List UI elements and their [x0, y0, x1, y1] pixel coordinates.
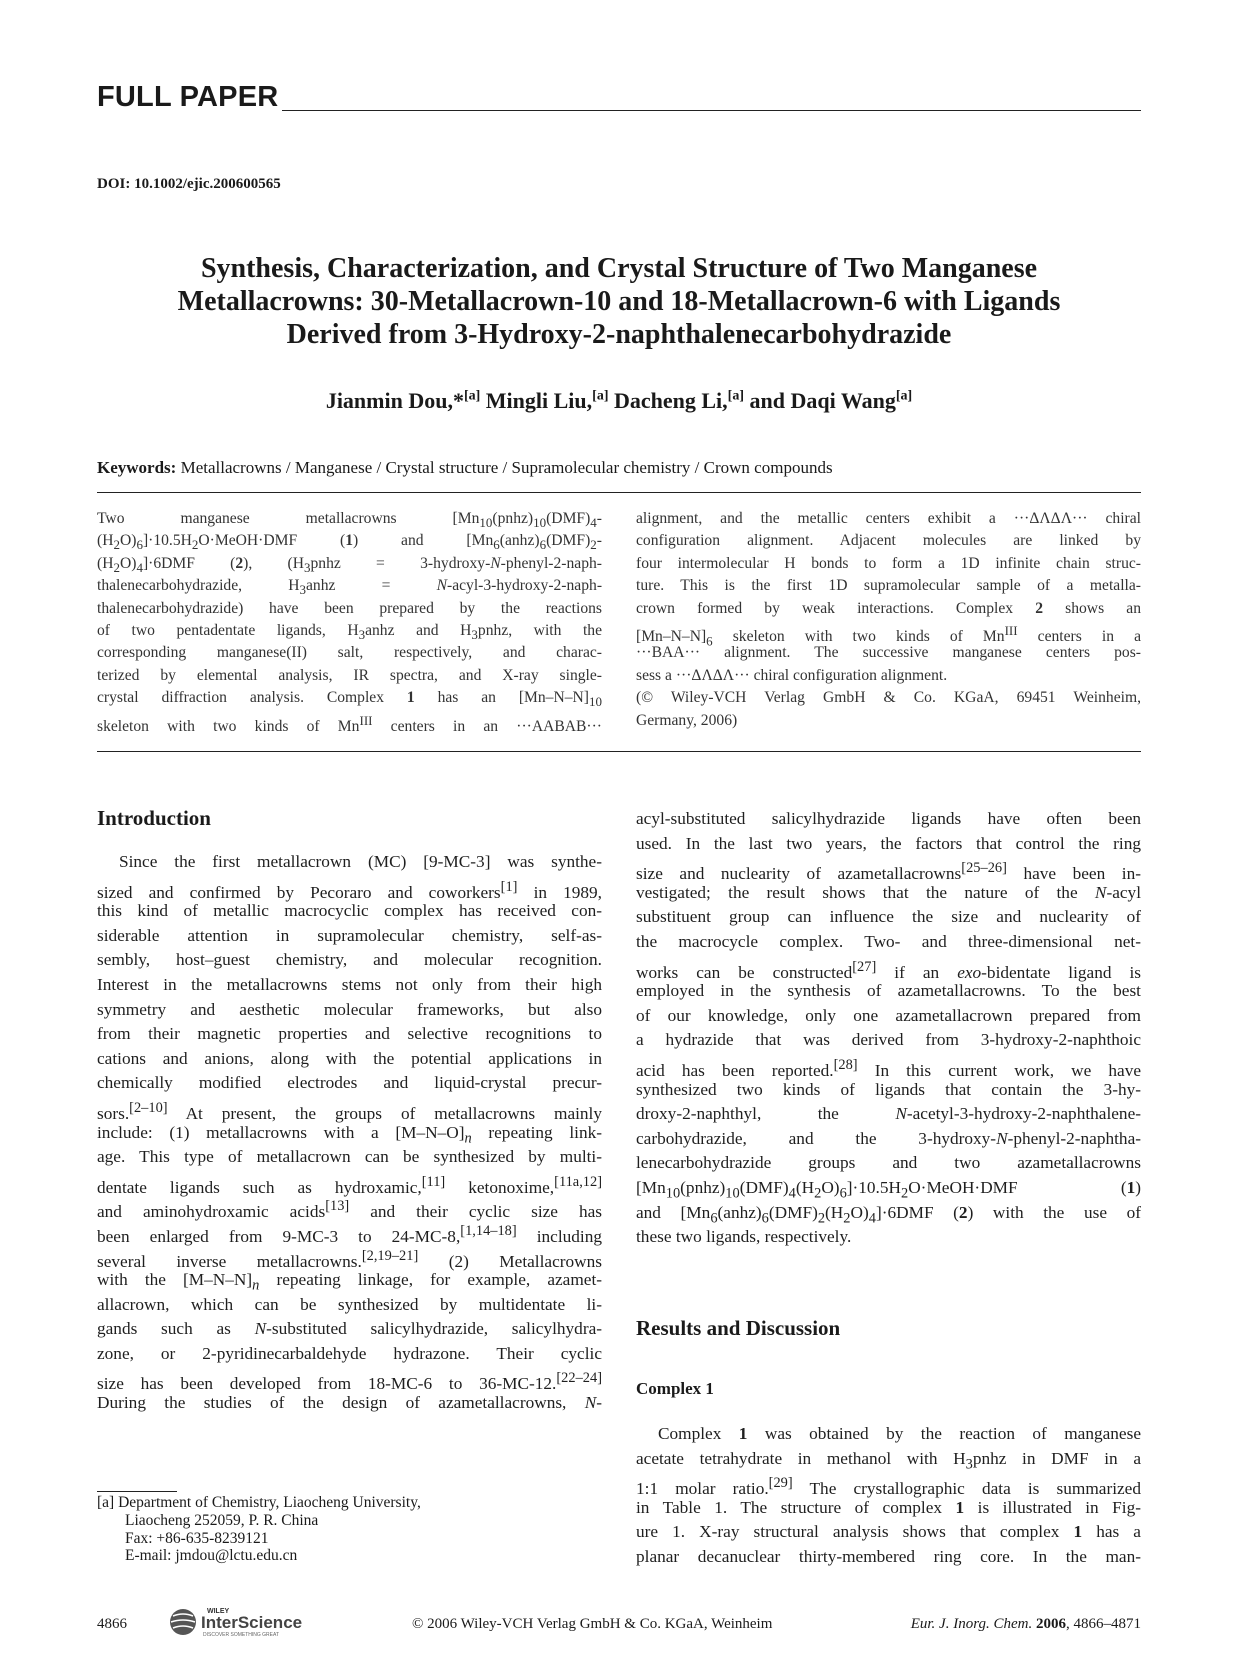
- body-line: this kind of metallic macrocyclic complex has received con-: [97, 901, 602, 921]
- body-line: acetate tetrahydrate in methanol with $H_3pnhz$ in DMF in a: [636, 1448, 1141, 1473]
- abstract-column-left: [97, 508, 603, 735]
- body-line: size has been developed from 18-MC-6 to 36-MC-12.[22–24]: [97, 1370, 602, 1394]
- body-line: substituent group can influence the size and nuclearity of: [636, 907, 1141, 927]
- body-line: vestigated; the result shows that the nature of the N-acyl: [636, 882, 1141, 902]
- abstract-line: sess a ···ΔΛΔΛ··· chiral configuration alignment.: [636, 666, 948, 684]
- body-line: been enlarged from 9-MC-3 to 24-MC-8,[1,14–18] including: [97, 1222, 602, 1246]
- journal-name: Eur. J. Inorg. Chem.: [910, 1616, 1033, 1632]
- logo-main-text: InterScience: [201, 1613, 303, 1632]
- keywords-text: Metallacrowns / Manganese / Crystal structure / Supramolecular chemistry / Crown compounds: [180, 458, 833, 477]
- footnote-line: E-mail: jmdou@lctu.edu.cn: [125, 1547, 298, 1565]
- affiliation-footnote: [97, 1494, 421, 1565]
- body-line: a hydrazide that was derived from 3-hydroxy-2-naphthoic: [636, 1030, 1141, 1050]
- abstract-line: Germany, 2006): [636, 711, 738, 729]
- doi: DOI: 10.1002/ejic.200600565: [97, 176, 281, 192]
- abstract-line: of two pentadentate ligands, $H_3anhz$ and $H_3pnhz$, with the: [97, 621, 603, 643]
- body-line: carbohydrazide, and the 3-hydroxy-N-phenyl-2-naphtha-: [636, 1128, 1141, 1148]
- title-line: Synthesis, Characterization, and Crystal Structure of Two Manganese: [200, 253, 1038, 284]
- subsection-heading-complex1: Complex 1: [636, 1379, 714, 1398]
- page-header: [97, 80, 1141, 114]
- abstract-line: configuration alignment. Adjacent molecules are linked by: [636, 532, 1141, 550]
- body-line: droxy-2-naphthyl, the N-acetyl-3-hydroxy-2-naphthalene-: [636, 1104, 1141, 1124]
- keywords-rule: [97, 492, 1141, 493]
- abstract-line: (© Wiley-VCH Verlag GmbH & Co. KGaA, 69451 Weinheim,: [636, 689, 1141, 707]
- body-line: During the studies of the design of azametallacrowns, N-: [97, 1393, 602, 1413]
- affiliation-mark: [a]: [463, 388, 481, 404]
- body-line: sembly, host–guest chemistry, and molecular recognition.: [97, 950, 602, 970]
- body-line: sized and confirmed by Pecoraro and coworkers[1] in 1989,: [97, 878, 602, 902]
- title-line: Metallacrowns: 30-Metallacrown-10 and 18-Metallacrown-6 with Ligands: [177, 286, 1061, 317]
- title-line: Derived from 3-Hydroxy-2-naphthalenecarbohydrazide: [286, 319, 952, 350]
- paper-title: [97, 252, 1141, 351]
- body-line: in Table 1. The structure of complex 1 is illustrated in Fig-: [636, 1497, 1141, 1517]
- introduction-column-right: [636, 807, 1141, 1250]
- body-line: age. This type of metallacrown can be synthesized by multi-: [97, 1147, 602, 1167]
- abstract-line: crystal diffraction analysis. Complex 1 has an $[Mn-N-N]_{10}$: [97, 689, 602, 710]
- author: Mingli Liu,: [485, 388, 593, 413]
- author-list: [97, 388, 1141, 414]
- body-line: Interest in the metallacrowns stems not only from their high: [97, 974, 602, 994]
- body-line: planar decanuclear thirty-membered ring core. In the man-: [636, 1546, 1141, 1566]
- body-line: Complex 1 was obtained by the reaction of manganese: [658, 1424, 1141, 1443]
- body-line: sors.[2–10] At present, the groups of metallacrowns mainly: [97, 1099, 602, 1123]
- body-line: siderable attention in supramolecular chemistry, self-as-: [97, 925, 602, 945]
- author: Jianmin Dou,*: [325, 388, 464, 413]
- author: Dacheng Li,: [613, 388, 728, 413]
- body-line: allacrown, which can be synthesized by multidentate li-: [97, 1294, 602, 1314]
- abstract-line: thalenecarbohydrazide) have been prepared by the reactions: [97, 599, 602, 617]
- body-line: ure 1. X-ray structural analysis shows that complex 1 has a: [636, 1522, 1141, 1542]
- footnote-line: [a] Department of Chemistry, Liaocheng University,: [97, 1494, 421, 1511]
- abstract-line: $[Mn-N-N]_6$ skeleton with two kinds of $Mn^{III}$ centers in a: [636, 622, 1141, 649]
- journal-citation: [911, 1616, 1141, 1633]
- complex1-paragraph: [636, 1422, 1141, 1570]
- body-line: employed in the synthesis of azametallacrowns. To the best: [636, 981, 1141, 1001]
- body-line: acid has been reported.[28] In this current work, we have: [636, 1056, 1142, 1080]
- body-line: of our knowledge, only one azametallacrown prepared from: [636, 1005, 1141, 1025]
- body-line: these two ligands, respectively.: [636, 1227, 852, 1247]
- body-line: with the $[M-N-N]_n$ repeating linkage, for example, azamet-: [97, 1270, 603, 1294]
- body-line: $[Mn_{10}(pnhz)_{10}(DMF)_4(H_2O)_6]\cdot 10.5H_2O\cdot MeOH\cdot DMF$ (1): [636, 1177, 1141, 1202]
- keywords: [97, 458, 833, 478]
- abstract-line: Two manganese metallacrowns [$Mn_{10}(pnhz)_{10}(DMF)_4-$: [97, 510, 602, 531]
- footnote-rule: [97, 1491, 177, 1492]
- body-line: and aminohydroxamic acids[13] and their cyclic size has: [97, 1198, 602, 1222]
- body-line: several inverse metallacrowns.[2,19–21] (2) Metallacrowns: [97, 1247, 602, 1271]
- body-line: size and nuclearity of azametallacrowns[25–26] have been in-: [636, 860, 1141, 883]
- body-line: synthesized two kinds of ligands that contain the 3-hy-: [636, 1079, 1141, 1099]
- abstract-line: $(H_2O)_4]\cdot 6DMF$ (2), ($H_3pnhz$ = 3-hydroxy-N-phenyl-2-naph-: [97, 554, 602, 575]
- abstract-line: corresponding manganese(II) salt, respectively, and charac-: [97, 644, 602, 662]
- body-line: acyl-substituted salicylhydrazide ligands have often been: [636, 809, 1141, 828]
- author-conjunction: and: [749, 388, 785, 413]
- affiliation-mark: [a]: [895, 388, 913, 404]
- body-line: dentate ligands such as hydroxamic,[11] ketonoxime,[11a,12]: [97, 1173, 603, 1197]
- body-line: lenecarbohydrazide groups and two azametallacrowns: [636, 1153, 1141, 1173]
- author: Daqi Wang: [790, 388, 896, 413]
- body-line: works can be constructed[27] if an exo-bidentate ligand is: [636, 958, 1142, 982]
- journal-year: 2006: [1036, 1616, 1066, 1632]
- section-heading-results: Results and Discussion: [636, 1316, 841, 1340]
- abstract-line: alignment, and the metallic centers exhibit a ···ΔΛΔΛ··· chiral: [636, 510, 1141, 527]
- abstract-line: ···BAA··· alignment. The successive manganese centers pos-: [636, 644, 1141, 662]
- body-line: used. In the last two years, the factors that control the ring: [636, 833, 1141, 853]
- abstract-line: skeleton with two kinds of $Mn^{III}$ centers in an ···AABAB···: [97, 712, 602, 735]
- body-line: 1:1 molar ratio.[29] The crystallographic data is summarized: [636, 1475, 1141, 1498]
- body-line: gands such as N-substituted salicylhydrazide, salicylhydra-: [97, 1319, 602, 1339]
- abstract-line: crown formed by weak interactions. Complex 2 shows an: [636, 599, 1142, 617]
- interscience-logo: [167, 1604, 337, 1638]
- footnote-line: Fax: +86-635-8239121: [125, 1529, 269, 1547]
- body-line: Since the first metallacrown (MC) [9-MC-3] was synthe-: [119, 852, 602, 871]
- footer-copyright: © 2006 Wiley-VCH Verlag GmbH & Co. KGaA, Weinheim: [412, 1616, 773, 1632]
- abstract-rule: [97, 751, 1141, 752]
- page-number: 4866: [97, 1616, 127, 1632]
- footnote-line: Liaocheng 252059, P. R. China: [125, 1511, 319, 1529]
- body-line: include: (1) metallacrowns with a $[M-N-O]_n$ repeating link-: [97, 1122, 602, 1146]
- body-line: from their magnetic properties and selective recognitions to: [97, 1024, 602, 1044]
- affiliation-mark: [a]: [727, 388, 744, 404]
- page-footer: [97, 1604, 1141, 1638]
- full-paper-label: FULL PAPER: [97, 81, 282, 113]
- body-line: cations and anions, along with the potential applications in: [97, 1048, 602, 1068]
- abstract-line: thalenecarbohydrazide, $H_3anhz$ = N-acyl-3-hydroxy-2-naph-: [97, 577, 603, 598]
- abstract-line: terized by elemental analysis, IR spectra, and X-ray single-: [97, 666, 602, 684]
- section-heading-introduction: Introduction: [97, 806, 211, 830]
- abstract-line: four intermolecular H bonds to form a 1D infinite chain struc-: [636, 554, 1141, 572]
- body-line: chemically modified electrodes and liquid-crystal precur-: [97, 1073, 602, 1093]
- keywords-label: Keywords:: [97, 458, 177, 477]
- introduction-column-left: [97, 850, 602, 1416]
- abstract-column-right: [636, 508, 1141, 732]
- abstract-line: ture. This is the first 1D supramolecular sample of a metalla-: [636, 577, 1141, 595]
- journal-pages: , 4866–4871: [1066, 1616, 1141, 1632]
- logo-small-text: WILEY: [207, 1608, 230, 1615]
- body-line: the macrocycle complex. Two- and three-dimensional net-: [636, 931, 1141, 951]
- logo-tagline: DISCOVER SOMETHING GREAT: [203, 1632, 280, 1638]
- affiliation-mark: [a]: [592, 388, 609, 404]
- body-line: zone, or 2-pyridinecarbaldehyde hydrazone. Their cyclic: [97, 1343, 602, 1363]
- body-line: symmetry and aesthetic molecular frameworks, but also: [97, 999, 602, 1019]
- globe-icon: [170, 1609, 196, 1635]
- body-line: and $[Mn_6(anhz)_6(DMF)_2(H_2O)_4]\cdot 6DMF$ (2) with the use of: [636, 1202, 1141, 1226]
- abstract-line: $(H_2O)_6]\cdot 10.5H_2O\cdot MeOH\cdot DMF$ (1) and [$Mn_6(anhz)_6(DMF)_2-$: [97, 532, 602, 553]
